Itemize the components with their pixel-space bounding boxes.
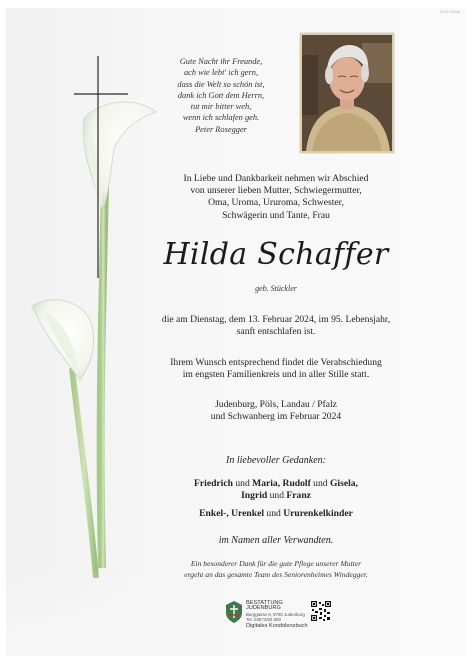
death-line: die am Dienstag, dem 13. Februar 2024, im 95. Lebensjahr, (161, 314, 391, 325)
intro-line: von unserer lieben Mutter, Schwiegermutter, (190, 185, 362, 197)
funeral-home-name: BESTATTUNG JUDENBURG (246, 600, 283, 612)
mourner-name: Ingrid (241, 490, 268, 502)
deceased-name: Hilda Schaffer (163, 237, 389, 272)
intro-line: Schwägerin und Tante, Frau (222, 209, 330, 221)
parte-sheet (6, 8, 466, 656)
mourners-line-3 (126, 508, 426, 520)
poem-line: Gute Nacht ihr Freunde, (179, 57, 263, 66)
farewell-intro (126, 173, 426, 222)
thanks-line: ergeht an das gesamte Team des Seniorenheimes Windegger. (184, 569, 368, 579)
mourners-heading: In liebevoller Gedanken: (226, 455, 326, 466)
poem-line: dass die Welt so schön ist, (177, 79, 265, 89)
portrait-photo (300, 33, 394, 153)
thanks-line: Ein besonderer Dank für die gute Pflege unserer Mutter (190, 559, 362, 568)
place-date (126, 399, 426, 423)
mourners-closing: im Namen aller Verwandten. (218, 535, 334, 546)
funeral-home-phone: Tel. 03572/83 600 (246, 617, 281, 623)
conjunction: und (310, 478, 330, 489)
mourner-name: Ururenkelkinder (283, 508, 353, 519)
death-line: sanft entschlafen ist. (236, 326, 316, 338)
intro-line: Oma, Uroma, Ururoma, Schwester, (208, 197, 344, 209)
farewell-info (126, 357, 426, 381)
place-line: und Schwanberg im Februar 2024 (210, 411, 342, 423)
memorial-poem (146, 56, 296, 135)
mourner-name: Maria, Rudolf (252, 478, 311, 489)
portrait-illustration (302, 35, 392, 151)
condolence-book-link[interactable]: Digitales Kondolenzbuch (246, 622, 308, 629)
death-notice (126, 314, 426, 338)
poem-line: tut mir bitter weh, (190, 102, 252, 112)
conjunction: und (232, 478, 253, 489)
place-line: Judenburg, Pöls, Landau / Pfalz (215, 399, 337, 410)
document-code: 01.07.00426 (440, 10, 460, 14)
mourners-list (126, 478, 426, 502)
mourner-name: Franz (286, 490, 311, 502)
funeral-home-address: Burggasse 6, 8750 Judenburg (246, 611, 305, 617)
farewell-line: im engsten Familienkreis und in aller Stille statt. (182, 369, 370, 381)
poem-line: wenn ich schlafen geh. (182, 113, 260, 123)
mourners-line-1 (126, 478, 426, 490)
funeral-home-logo-icon (224, 600, 244, 624)
farewell-line: Ihrem Wunsch entsprechend findet die Verabschiedung (170, 357, 382, 368)
intro-line: In Liebe und Dankbarkeit nehmen wir Abschied (183, 173, 369, 184)
mourner-name: Friedrich (194, 478, 233, 489)
poem-line: ach wie lebt' ich gern, (183, 68, 259, 78)
conjunction: und (267, 490, 287, 502)
funeral-home-footer (224, 600, 334, 629)
poem-line: dank ich Gott dem Herrn, (177, 90, 265, 100)
thanks-note (126, 559, 426, 580)
lower-calla-flower (32, 300, 94, 380)
funeral-home-info (246, 601, 308, 629)
qr-code-icon[interactable] (310, 600, 332, 622)
mourner-name: Enkel-, Urenkel (199, 508, 264, 519)
conjunction: und (264, 508, 284, 519)
mourners-line-2 (126, 490, 426, 502)
poem-author: Peter Rosegger (195, 124, 247, 134)
mourner-name: Gisela, (329, 478, 358, 489)
maiden-name: geb. Stückler (255, 284, 297, 293)
